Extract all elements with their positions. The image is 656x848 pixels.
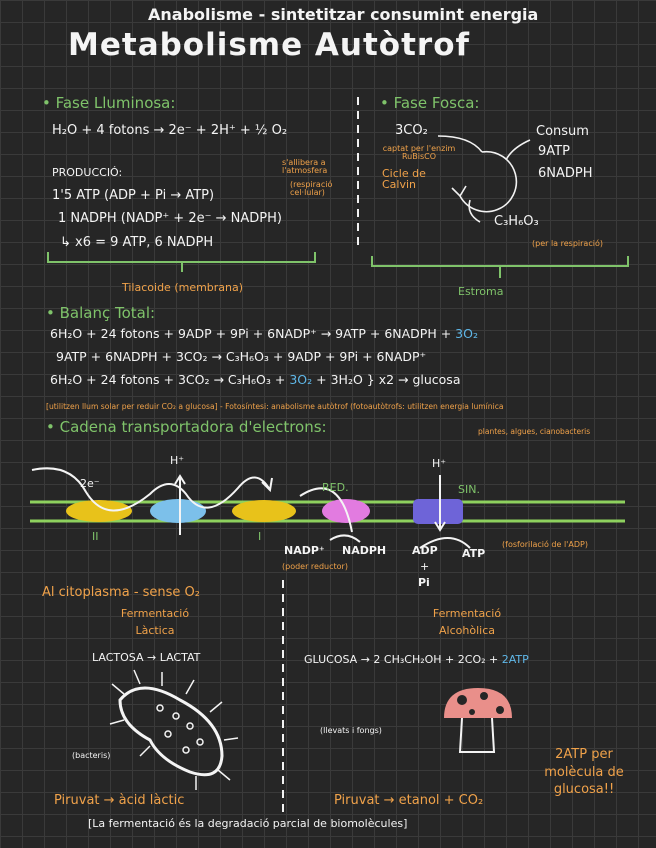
header-subtitle: Anabolisme - sintetitzar consumint energia bbox=[148, 5, 539, 24]
cadena-ii-label: II bbox=[92, 530, 99, 543]
photosystem-ii bbox=[66, 500, 132, 522]
llevats-label: (llevats i fongs) bbox=[320, 726, 382, 735]
cadena-h-plus-1: H⁺ bbox=[170, 454, 185, 467]
fase-fosca-heading: • Fase Fosca: bbox=[380, 94, 480, 112]
balanc-eq2: 9ATP + 6NADPH + 3CO₂ → C₃H₆O₃ + 9ADP + 9Pi + 6NADP⁺ bbox=[56, 349, 427, 364]
balanc-eq3-main: 6H₂O + 24 fotons + 3CO₂ → C₃H₆O₃ + bbox=[50, 372, 286, 387]
balanc-eq3-o2: 3O₂ bbox=[289, 372, 313, 387]
alcoholica-eq-main: GLUCOSA → 2 CH₃CH₂OH + 2CO₂ + bbox=[304, 653, 499, 666]
alcoholica-eq-atp: 2ATP bbox=[501, 653, 529, 666]
citoplasma-heading: Al citoplasma - sense O₂ bbox=[42, 585, 200, 600]
photosystem-i bbox=[232, 500, 296, 522]
note-atmosfera: s'allibera a l'atmosfera bbox=[282, 158, 328, 175]
lluminosa-eq1: H₂O + 4 fotons → 2e⁻ + 2H⁺ + ½ O₂ bbox=[52, 123, 288, 138]
lactica-eq: LACTOSA → LACTAT bbox=[92, 651, 201, 664]
cadena-sin-label: SIN. bbox=[458, 483, 480, 496]
balanc-eq1 bbox=[50, 328, 478, 341]
bacterium-flagella bbox=[110, 670, 238, 790]
calvin-cycle-arrowhead bbox=[452, 186, 466, 196]
cadena-atp: ATP bbox=[462, 547, 486, 560]
balanc-note: [utilitzen llum solar per reduir CO₂ a glucosa] - Fotosíntesi: anabolisme autòtrof (fotoautòtrofs: utilitzen energia lumínica bbox=[46, 402, 504, 411]
bacteris-label: (bacteris) bbox=[72, 751, 111, 760]
cadena-poder-reductor: (poder reductor) bbox=[282, 562, 348, 571]
cadena-red-label: RED. bbox=[322, 481, 349, 494]
consum-atp: 9ATP bbox=[538, 144, 570, 159]
balanc-note-organisms: plantes, algues, cianobacteris bbox=[478, 427, 591, 436]
cadena-i-label: I bbox=[258, 530, 262, 543]
fosca-product-note: (per la respiració) bbox=[532, 239, 603, 248]
balanc-heading: • Balanç Total: bbox=[46, 304, 156, 322]
balanc-eq3 bbox=[50, 374, 460, 387]
cadena-nadph: NADPH bbox=[342, 544, 387, 557]
cadena-heading: • Cadena transportadora d'electrons: bbox=[46, 418, 327, 436]
bacterium-icon bbox=[120, 688, 222, 775]
fase-lluminosa-heading: • Fase Lluminosa: bbox=[42, 94, 176, 112]
consum-label: Consum bbox=[536, 124, 589, 139]
tilacoide-label: Tilacoide (membrana) bbox=[122, 281, 244, 294]
estroma-label: Estroma bbox=[458, 285, 504, 298]
cadena-nadp: NADP⁺ bbox=[284, 544, 325, 557]
consum-nadph: 6NADPH bbox=[538, 166, 593, 181]
brace-tilacoide bbox=[48, 252, 315, 262]
cadena-plus: + bbox=[420, 560, 430, 573]
fermentacio-footer: [La fermentació és la degradació parcial de biomolècules] bbox=[88, 817, 408, 830]
nadp-arrow bbox=[330, 535, 360, 542]
consum-arrow bbox=[506, 140, 530, 160]
electron-path bbox=[32, 468, 270, 510]
alcoholica-result: Piruvat → etanol + CO₂ bbox=[334, 793, 484, 808]
cicle-calvin-label: Cicle de Calvin bbox=[382, 167, 426, 191]
cadena-pi: Pi bbox=[418, 576, 430, 589]
cadena-adp: ADP bbox=[412, 544, 438, 557]
produccio-nadph: 1 NADPH (NADP⁺ + 2e⁻ → NADPH) bbox=[58, 211, 282, 226]
lactica-title: Fermentació Làctica bbox=[120, 607, 190, 637]
cytochrome-complex bbox=[150, 499, 206, 523]
cadena-2e: 2e⁻ bbox=[80, 477, 100, 490]
cadena-h-plus-2: H⁺ bbox=[432, 457, 447, 470]
bacterium-dots bbox=[157, 705, 203, 753]
lactica-result: Piruvat → àcid làctic bbox=[54, 793, 185, 808]
cadena-fosforilacio: (fosforilació de l'ADP) bbox=[502, 540, 588, 549]
alcoholica-eq bbox=[304, 654, 529, 665]
fosca-product: C₃H₆O₃ bbox=[494, 214, 539, 229]
produccio-total: ↳ x6 = 9 ATP, 6 NADPH bbox=[60, 235, 214, 250]
note-respiracio: (respiració cel·lular) bbox=[290, 180, 333, 197]
atp-synthase bbox=[413, 499, 463, 524]
alcoholica-title: Fermentació Alcohòlica bbox=[432, 607, 502, 637]
balanc-eq1-o2: 3O₂ bbox=[455, 326, 478, 341]
produccio-label: PRODUCCIÓ: bbox=[52, 166, 123, 179]
fosca-co2: 3CO₂ bbox=[395, 123, 428, 138]
balanc-eq1-main: 6H₂O + 24 fotons + 9ADP + 9Pi + 6NADP⁺ → 9ATP + 6NADPH + bbox=[50, 326, 452, 341]
balanc-eq3-end: + 3H₂O } x2 → glucosa bbox=[316, 372, 461, 387]
brace-estroma bbox=[372, 256, 628, 266]
calvin-cycle-arc bbox=[460, 152, 516, 212]
atp-per-glucosa-note: 2ATP per molècula de glucosa!! bbox=[544, 747, 624, 798]
page-title: Metabolisme Autòtrof bbox=[68, 27, 470, 63]
produccio-atp: 1'5 ATP (ADP + Pi → ATP) bbox=[52, 188, 215, 203]
fosca-captat-note: captat per l'enzim RuBisCO bbox=[382, 144, 456, 161]
mushroom-stem-icon bbox=[460, 718, 494, 752]
